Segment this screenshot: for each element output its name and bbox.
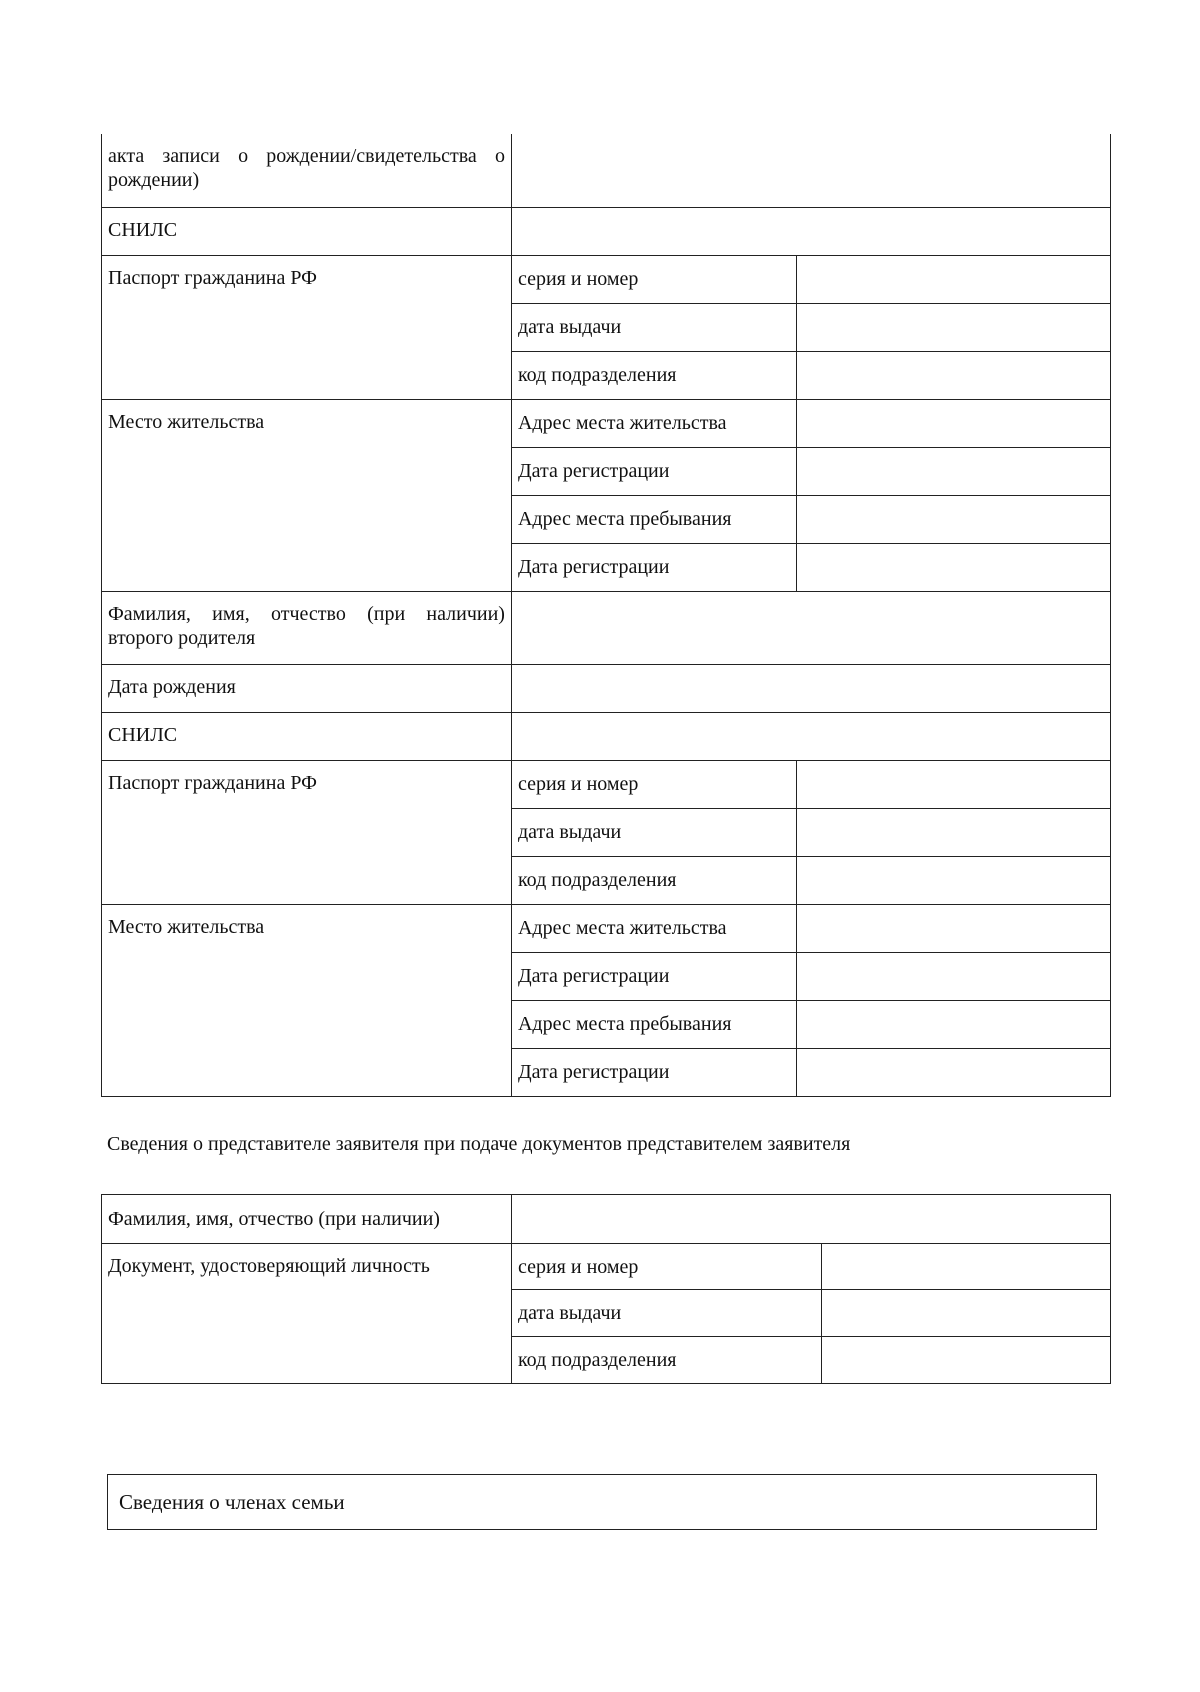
family-members-section-box xyxy=(107,1474,1097,1530)
applicant-info-table xyxy=(101,134,1111,1097)
passport-series-number-label: серия и номер xyxy=(511,255,796,303)
second-parent-passport-date-label: дата выдачи xyxy=(511,808,796,856)
snils-value-cell[interactable] xyxy=(511,207,1110,255)
stay-registration-date-label: Дата регистрации xyxy=(511,543,796,591)
representative-division-code-value[interactable] xyxy=(822,1337,1111,1384)
second-parent-passport-label: Паспорт гражданина РФ xyxy=(102,760,512,904)
second-parent-snils-value[interactable] xyxy=(511,712,1110,760)
second-parent-stay-address-label: Адрес места пребывания xyxy=(511,1000,796,1048)
second-parent-snils-label: СНИЛС xyxy=(102,712,512,760)
second-parent-birth-date-value[interactable] xyxy=(511,664,1110,712)
second-parent-stay-date-label: Дата регистрации xyxy=(511,1048,796,1096)
second-parent-passport-code-value[interactable] xyxy=(796,856,1110,904)
second-parent-passport-code-label: код подразделения xyxy=(511,856,796,904)
birth-record-value-cell[interactable] xyxy=(511,134,1110,207)
birth-record-label: акта записи о рождении/свидетельства о рождении) xyxy=(102,134,512,207)
representative-section-title: Сведения о представителе заявителя при подаче документов представителем заявителя xyxy=(107,1133,851,1155)
residence-address-label: Адрес места жительства xyxy=(511,399,796,447)
second-parent-passport-series-label: серия и номер xyxy=(511,760,796,808)
representative-table xyxy=(101,1194,1111,1384)
passport-division-code-label: код подразделения xyxy=(511,351,796,399)
second-parent-residence-date-label: Дата регистрации xyxy=(511,952,796,1000)
passport-label: Паспорт гражданина РФ xyxy=(102,255,512,399)
family-members-section-title: Сведения о членах семьи xyxy=(119,1490,345,1514)
passport-issue-date-label: дата выдачи xyxy=(511,303,796,351)
representative-series-number-label: серия и номер xyxy=(511,1244,821,1290)
stay-registration-date-value[interactable] xyxy=(796,543,1110,591)
second-parent-passport-date-value[interactable] xyxy=(796,808,1110,856)
representative-id-document-label: Документ, удостоверяющий личность xyxy=(102,1244,512,1384)
second-parent-residence-address-label: Адрес места жительства xyxy=(511,904,796,952)
second-parent-passport-series-value[interactable] xyxy=(796,760,1110,808)
representative-fio-value[interactable] xyxy=(511,1195,1110,1244)
passport-division-code-value[interactable] xyxy=(796,351,1110,399)
stay-address-value[interactable] xyxy=(796,495,1110,543)
residence-registration-date-value[interactable] xyxy=(796,447,1110,495)
passport-issue-date-value[interactable] xyxy=(796,303,1110,351)
second-parent-residence-date-value[interactable] xyxy=(796,952,1110,1000)
residence-label: Место жительства xyxy=(102,399,512,591)
snils-label: СНИЛС xyxy=(102,207,512,255)
second-parent-fio-value[interactable] xyxy=(511,591,1110,664)
second-parent-stay-address-value[interactable] xyxy=(796,1000,1110,1048)
second-parent-residence-address-value[interactable] xyxy=(796,904,1110,952)
representative-fio-label: Фамилия, имя, отчество (при наличии) xyxy=(102,1195,512,1244)
representative-division-code-label: код подразделения xyxy=(511,1337,821,1384)
second-parent-residence-label: Место жительства xyxy=(102,904,512,1096)
passport-series-number-value[interactable] xyxy=(796,255,1110,303)
representative-series-number-value[interactable] xyxy=(822,1244,1111,1290)
representative-issue-date-label: дата выдачи xyxy=(511,1290,821,1337)
second-parent-birth-date-label: Дата рождения xyxy=(102,664,512,712)
residence-registration-date-label: Дата регистрации xyxy=(511,447,796,495)
residence-address-value[interactable] xyxy=(796,399,1110,447)
second-parent-fio-label: Фамилия, имя, отчество (при наличии) второго родителя xyxy=(102,591,512,664)
stay-address-label: Адрес места пребывания xyxy=(511,495,796,543)
second-parent-stay-date-value[interactable] xyxy=(796,1048,1110,1096)
representative-issue-date-value[interactable] xyxy=(822,1290,1111,1337)
